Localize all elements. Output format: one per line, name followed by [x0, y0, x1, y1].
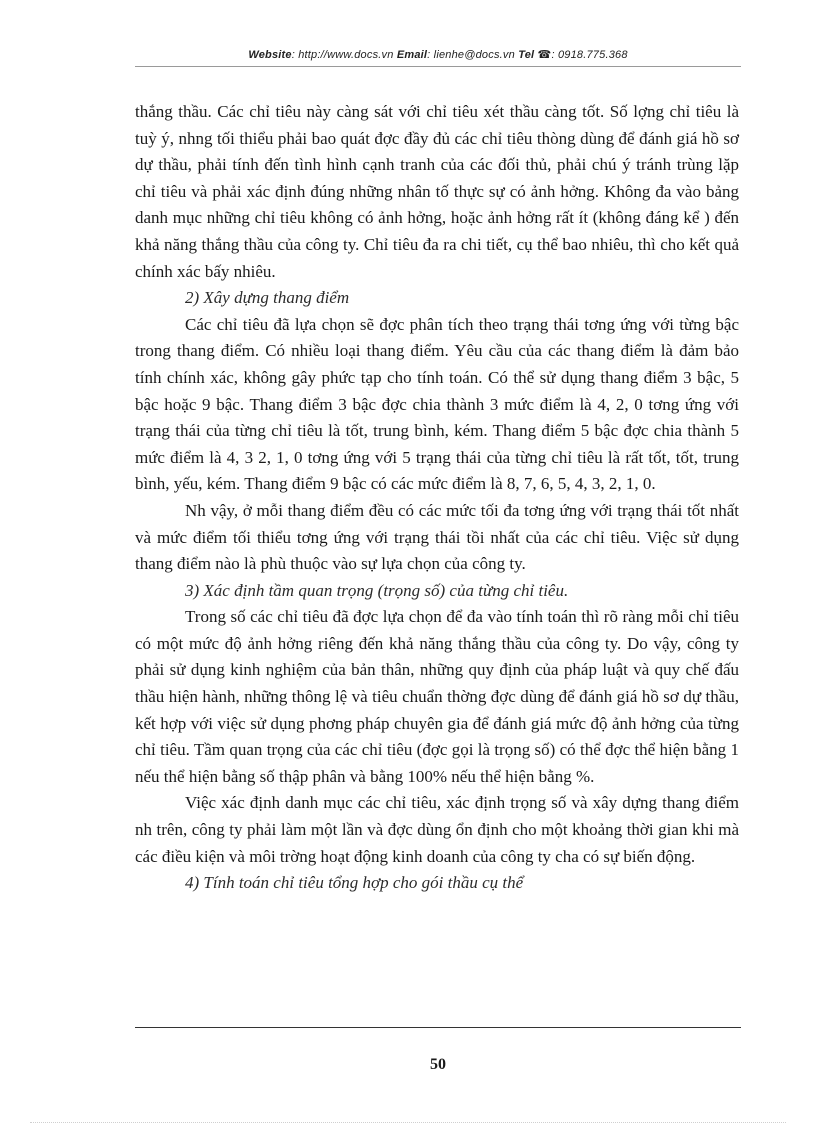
paragraph-weights: Trong số các chỉ tiêu đã đợc lựa chọn để đa vào tính toán thì rõ ràng mỗi chỉ tiêu có một mức độ ảnh hởng riêng đến khả năng thắng thầu của công ty. Do vậy, công ty phải sử dụng kinh nghiệm của bản thân, những quy định của pháp luật và quy chế đấu thầu hiện hành, những thông lệ và tiêu chuẩn thờng đợc dùng để đánh giá hồ sơ dự thầu, kết hợp với việc sử dụng phơng pháp chuyên gia để đánh giá mức độ ảnh hởng của từng chỉ tiêu. Tầm quan trọng của các chỉ tiêu (đợc gọi là trọng số) có thể đợc thể hiện bằng 1 nếu thể hiện bằng số thập phân và bằng 100% nếu thể hiện bằng %. [135, 607, 739, 786]
footer-divider [135, 1027, 741, 1028]
section-heading-4: 4) Tính toán chỉ tiêu tổng hợp cho gói thầu cụ thể [185, 873, 524, 893]
section-heading-3: 3) Xác định tầm quan trọng (trọng số) của từng chỉ tiêu. [185, 580, 569, 600]
paragraph-scale-summary: Nh vậy, ở mỗi thang điểm đều có các mức tối đa tơng ứng với trạng thái tốt nhất và mức điểm tối thiểu tơng ứng với trạng thái tồi nhất của các chỉ tiêu. Việc sử dụng thang điểm nào là phù thuộc vào sự lựa chọn của công ty. [135, 500, 739, 574]
website-url: : http://www.docs.vn [291, 49, 394, 61]
email-address: : lienhe@docs.vn [427, 49, 515, 61]
paragraph-rating-scale: Các chỉ tiêu đã lựa chọn sẽ đợc phân tích theo trạng thái tơng ứng với từng bậc trong thang điểm. Có nhiều loại thang điểm. Yêu cầu của các thang điểm là đảm bảo tính chính xác, không gây phức tạp cho tính toán. Có thể sử dụng thang điểm 3 bậc, 5 bậc hoặc 9 bậc. Thang điểm 3 bậc đợc chia thành 3 mức điểm là 4, 2, 0 tơng ứng với trạng thái của từng chỉ tiêu là tốt, trung bình, kém. Thang điểm 5 bậc đợc chia thành 5 mức điểm là 4, 3 2, 1, 0 tơng ứng với 5 trạng thái của từng chỉ tiêu là rất tốt, tốt, trung bình, yếu, kém. Thang điểm 9 bậc có các mức điểm là 8, 7, 6, 5, 4, 3, 2, 1, 0. [135, 314, 739, 494]
email-label: Email [396, 49, 428, 61]
tel-number: : 0918.775.368 [551, 49, 628, 61]
website-label: Website [248, 49, 292, 61]
header-divider [135, 66, 741, 67]
tel-label: Tel [518, 49, 535, 61]
page-number: 50 [430, 1056, 446, 1073]
section-heading-2: 2) Xây dựng thang điểm [185, 288, 350, 308]
page-header [135, 48, 741, 61]
paragraph-continuation: thắng thầu. Các chỉ tiêu này càng sát với chỉ tiêu xét thầu càng tốt. Số lợng chỉ tiêu là tuỳ ý, nhng tối thiểu phải bao quát đợc đầy đủ các chỉ tiêu thòng dùng để đánh giá hồ sơ dự thầu, phải tính đến tình hình cạnh tranh của các đối thủ, phải chú ý tránh trùng lặp chỉ tiêu và phải xác định đúng những nhân tố thực sự có ảnh hởng. Không đa vào bảng danh mục những chỉ tiêu không có ảnh hởng, hoặc ảnh hởng rất ít (không đáng kể ) đến khả năng thắng thầu của công ty. Chỉ tiêu đa ra chi tiết, cụ thể bao nhiêu, thì cho kết quả chính xác bấy nhiêu. [135, 102, 739, 281]
paragraph-stability: Việc xác định danh mục các chỉ tiêu, xác định trọng số và xây dựng thang điểm nh trên, công ty phải làm một lần và đợc dùng ổn định cho một khoảng thời gian khi mà các điều kiện và môi trờng hoạt động kinh doanh của công ty cha có sự biến động. [135, 793, 739, 866]
phone-icon: ☎ [537, 49, 552, 61]
page-body [135, 99, 739, 897]
